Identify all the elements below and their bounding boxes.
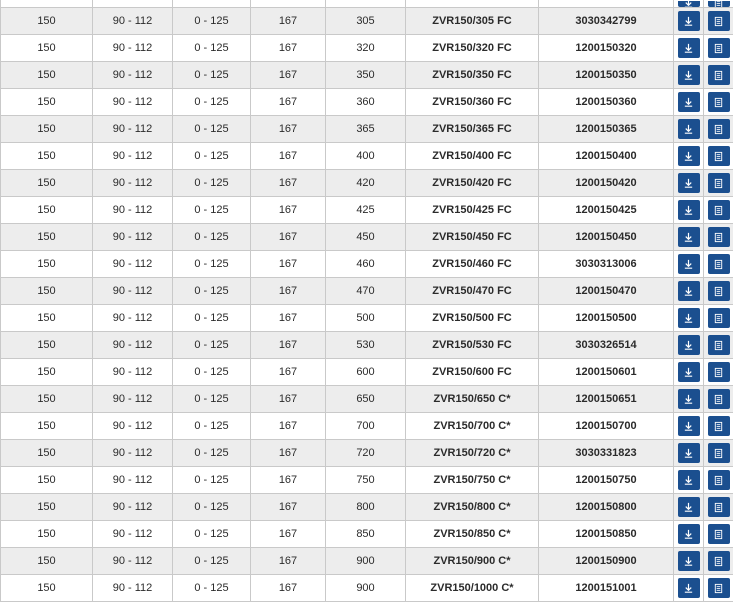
cell-range-a: 90 - 112 [93,467,173,494]
download-cell[interactable] [674,0,704,8]
table-row [1,143,733,170]
details-cell[interactable] [704,116,733,143]
cell-product-name: ZVR150/320 FC [406,35,539,62]
cell-range-a: 90 - 112 [93,35,173,62]
download-cell[interactable] [674,386,704,413]
cell-range-b: 0 - 125 [173,440,251,467]
cell-range-b: 0 - 125 [173,224,251,251]
download-cell[interactable] [674,548,704,575]
document-icon[interactable] [708,146,730,166]
cell-value-c: 167 [251,494,326,521]
cell-value-d: 350 [326,62,406,89]
table-row [1,170,733,197]
table-row [1,8,733,35]
cell-range-b: 0 - 125 [173,197,251,224]
cell-size: 150 [1,413,93,440]
cell-value-d: 750 [326,467,406,494]
cell-product-code: 1200150425 [539,197,674,224]
cell-product-name: ZVR150/460 FC [406,251,539,278]
document-icon[interactable] [708,524,730,544]
cell-value-c: 167 [251,359,326,386]
download-cell[interactable] [674,197,704,224]
cell-range-a: 90 - 112 [93,116,173,143]
download-cell[interactable] [674,413,704,440]
cell-value-d: 600 [326,359,406,386]
download-icon[interactable] [678,254,700,274]
details-cell[interactable] [704,467,733,494]
download-cell[interactable] [674,305,704,332]
cell-range-b: 0 - 125 [173,251,251,278]
details-cell[interactable] [704,170,733,197]
document-icon[interactable] [708,497,730,517]
cell-product-name: ZVR150/600 FC [406,359,539,386]
cell-value-d: 450 [326,224,406,251]
details-cell[interactable] [704,197,733,224]
cell-value-c: 167 [251,143,326,170]
download-icon[interactable] [678,146,700,166]
details-cell[interactable] [704,440,733,467]
cell-product-code: 1200150700 [539,413,674,440]
cell-value-c: 167 [251,197,326,224]
cell-size: 150 [1,116,93,143]
cell-range-a: 90 - 112 [93,494,173,521]
download-cell[interactable] [674,332,704,359]
cell-range-b: 0 - 125 [173,89,251,116]
cell-value-c: 167 [251,170,326,197]
download-icon[interactable] [678,308,700,328]
cell-range-b: 0 - 125 [173,143,251,170]
cell-value-c: 167 [251,467,326,494]
details-cell[interactable] [704,278,733,305]
download-icon[interactable] [678,470,700,490]
download-cell[interactable] [674,143,704,170]
cell-value-c: 167 [251,116,326,143]
cell-size: 150 [1,170,93,197]
cell-value-d: 305 [326,8,406,35]
download-cell[interactable] [674,278,704,305]
cell-range-a: 90 - 112 [93,8,173,35]
cell-value-c: 167 [251,224,326,251]
cell-product-name: ZVR150/420 FC [406,170,539,197]
cell-range-b: 0 - 125 [173,494,251,521]
download-icon[interactable] [678,362,700,382]
cell-product-name: ZVR150/720 C* [406,440,539,467]
cell-product-code: 1200150800 [539,494,674,521]
document-icon[interactable] [708,335,730,355]
download-cell[interactable] [674,170,704,197]
cell-size: 150 [1,62,93,89]
cell-product-code: 1200151001 [539,575,674,602]
cell-size [1,0,93,8]
cell-size: 150 [1,305,93,332]
cell-value-d: 425 [326,197,406,224]
download-cell[interactable] [674,116,704,143]
details-cell[interactable] [704,0,733,8]
cell-value-c: 167 [251,440,326,467]
cell-product-code: 1200150470 [539,278,674,305]
download-cell[interactable] [674,521,704,548]
cell-range-a: 90 - 112 [93,386,173,413]
document-icon[interactable] [708,173,730,193]
cell-size: 150 [1,224,93,251]
cell-value-d: 800 [326,494,406,521]
cell-product-code: 1200150365 [539,116,674,143]
download-cell[interactable] [674,494,704,521]
cell-range-b: 0 - 125 [173,35,251,62]
cell-range-a: 90 - 112 [93,305,173,332]
cell-product-code: 1200150500 [539,305,674,332]
cell-size: 150 [1,143,93,170]
cell-value-d: 400 [326,143,406,170]
document-icon[interactable] [708,92,730,112]
download-icon[interactable] [678,416,700,436]
table-row [1,251,733,278]
table-row [1,332,733,359]
cell-size: 150 [1,440,93,467]
download-cell[interactable] [674,35,704,62]
document-icon[interactable] [708,65,730,85]
table-row [1,116,733,143]
cell-range-a [93,0,173,8]
cell-value-c: 167 [251,386,326,413]
cell-value-c: 167 [251,89,326,116]
cell-product-name: ZVR150/450 FC [406,224,539,251]
cell-value-d: 530 [326,332,406,359]
download-icon[interactable] [678,524,700,544]
document-icon[interactable] [708,443,730,463]
cell-value-d: 850 [326,521,406,548]
download-icon[interactable] [678,65,700,85]
cell-product-code: 1200150850 [539,521,674,548]
cell-range-b: 0 - 125 [173,170,251,197]
table-row [1,467,733,494]
cell-range-b: 0 - 125 [173,116,251,143]
cell-range-b: 0 - 125 [173,521,251,548]
details-cell[interactable] [704,62,733,89]
cell-size: 150 [1,359,93,386]
cell-range-a: 90 - 112 [93,440,173,467]
details-cell[interactable] [704,89,733,116]
details-cell[interactable] [704,548,733,575]
cell-product-name: ZVR150/800 C* [406,494,539,521]
download-icon[interactable] [678,11,700,31]
cell-value-d: 500 [326,305,406,332]
cell-value-c: 167 [251,8,326,35]
cell-value-c [251,0,326,8]
cell-range-a: 90 - 112 [93,62,173,89]
table-row [1,35,733,62]
cell-size: 150 [1,197,93,224]
details-cell[interactable] [704,224,733,251]
cell-range-b: 0 - 125 [173,305,251,332]
cell-value-d: 720 [326,440,406,467]
cell-size: 150 [1,8,93,35]
cell-size: 150 [1,35,93,62]
cell-value-c: 167 [251,35,326,62]
cell-value-d: 320 [326,35,406,62]
cell-range-a: 90 - 112 [93,413,173,440]
details-cell[interactable] [704,413,733,440]
table-row [1,494,733,521]
document-icon[interactable] [708,119,730,139]
download-cell[interactable] [674,224,704,251]
cell-product-name: ZVR150/350 FC [406,62,539,89]
document-icon[interactable] [708,1,730,7]
details-cell[interactable] [704,251,733,278]
cell-value-d: 360 [326,89,406,116]
details-cell[interactable] [704,143,733,170]
cell-value-d [326,0,406,8]
document-icon[interactable] [708,11,730,31]
download-icon[interactable] [678,92,700,112]
download-cell[interactable] [674,359,704,386]
table-row [1,0,733,8]
document-icon[interactable] [708,578,730,598]
document-icon[interactable] [708,227,730,247]
details-cell[interactable] [704,35,733,62]
cell-range-a: 90 - 112 [93,575,173,602]
table-row [1,386,733,413]
cell-value-c: 167 [251,521,326,548]
cell-product-code: 3030326514 [539,332,674,359]
document-icon[interactable] [708,362,730,382]
download-icon[interactable] [678,551,700,571]
cell-product-name: ZVR150/700 C* [406,413,539,440]
details-cell[interactable] [704,521,733,548]
cell-product-code: 1200150750 [539,467,674,494]
cell-size: 150 [1,89,93,116]
cell-range-a: 90 - 112 [93,89,173,116]
cell-size: 150 [1,251,93,278]
cell-range-b: 0 - 125 [173,548,251,575]
cell-value-d: 470 [326,278,406,305]
download-icon[interactable] [678,38,700,58]
cell-product-code: 1200150320 [539,35,674,62]
download-icon[interactable] [678,281,700,301]
cell-value-d: 650 [326,386,406,413]
download-cell[interactable] [674,8,704,35]
document-icon[interactable] [708,389,730,409]
table-row [1,89,733,116]
cell-range-b: 0 - 125 [173,332,251,359]
cell-size: 150 [1,575,93,602]
download-icon[interactable] [678,389,700,409]
cell-size: 150 [1,467,93,494]
cell-product-name: ZVR150/530 FC [406,332,539,359]
cell-product-code: 3030313006 [539,251,674,278]
cell-product-name: ZVR150/650 C* [406,386,539,413]
cell-value-d: 700 [326,413,406,440]
cell-product-name: ZVR150/750 C* [406,467,539,494]
download-cell[interactable] [674,467,704,494]
table-row [1,305,733,332]
download-icon[interactable] [678,1,700,7]
cell-value-d: 365 [326,116,406,143]
cell-range-a: 90 - 112 [93,548,173,575]
document-icon[interactable] [708,308,730,328]
cell-size: 150 [1,332,93,359]
cell-range-a: 90 - 112 [93,251,173,278]
download-cell[interactable] [674,440,704,467]
cell-value-d: 420 [326,170,406,197]
cell-range-a: 90 - 112 [93,224,173,251]
cell-product-name: ZVR150/400 FC [406,143,539,170]
cell-range-b: 0 - 125 [173,278,251,305]
cell-range-a: 90 - 112 [93,278,173,305]
cell-product-name: ZVR150/500 FC [406,305,539,332]
cell-range-b: 0 - 125 [173,467,251,494]
details-cell[interactable] [704,494,733,521]
document-icon[interactable] [708,281,730,301]
download-cell[interactable] [674,575,704,602]
cell-range-b: 0 - 125 [173,575,251,602]
download-icon[interactable] [678,335,700,355]
product-table-body [1,0,733,602]
cell-product-name: ZVR150/470 FC [406,278,539,305]
cell-product-name: ZVR150/360 FC [406,89,539,116]
cell-product-code [539,0,674,8]
cell-product-name: ZVR150/900 C* [406,548,539,575]
cell-product-code: 1200150350 [539,62,674,89]
cell-size: 150 [1,278,93,305]
cell-product-code: 1200150450 [539,224,674,251]
document-icon[interactable] [708,470,730,490]
cell-size: 150 [1,521,93,548]
cell-range-a: 90 - 112 [93,359,173,386]
cell-product-code: 1200150360 [539,89,674,116]
cell-size: 150 [1,548,93,575]
table-row [1,197,733,224]
cell-product-name: ZVR150/1000 C* [406,575,539,602]
details-cell[interactable] [704,8,733,35]
table-row [1,575,733,602]
cell-value-d: 900 [326,548,406,575]
cell-product-name: ZVR150/425 FC [406,197,539,224]
table-row [1,278,733,305]
cell-value-c: 167 [251,332,326,359]
cell-product-name [406,0,539,8]
download-icon[interactable] [678,173,700,193]
cell-value-c: 167 [251,305,326,332]
document-icon[interactable] [708,38,730,58]
cell-product-code: 1200150400 [539,143,674,170]
download-cell[interactable] [674,251,704,278]
cell-value-d: 460 [326,251,406,278]
cell-value-c: 167 [251,251,326,278]
cell-value-c: 167 [251,62,326,89]
download-cell[interactable] [674,62,704,89]
cell-range-a: 90 - 112 [93,170,173,197]
document-icon[interactable] [708,254,730,274]
table-row [1,413,733,440]
cell-product-name: ZVR150/850 C* [406,521,539,548]
details-cell[interactable] [704,332,733,359]
table-row [1,548,733,575]
cell-range-a: 90 - 112 [93,143,173,170]
cell-product-code: 1200150420 [539,170,674,197]
cell-value-c: 167 [251,413,326,440]
cell-range-a: 90 - 112 [93,521,173,548]
cell-range-b: 0 - 125 [173,413,251,440]
cell-product-code: 1200150900 [539,548,674,575]
download-icon[interactable] [678,497,700,517]
table-row [1,62,733,89]
cell-range-b [173,0,251,8]
details-cell[interactable] [704,359,733,386]
cell-product-code: 1200150651 [539,386,674,413]
download-icon[interactable] [678,443,700,463]
cell-range-a: 90 - 112 [93,197,173,224]
table-row [1,440,733,467]
cell-value-d: 900 [326,575,406,602]
cell-product-code: 1200150601 [539,359,674,386]
details-cell[interactable] [704,575,733,602]
cell-range-b: 0 - 125 [173,8,251,35]
cell-range-b: 0 - 125 [173,62,251,89]
cell-value-c: 167 [251,575,326,602]
document-icon[interactable] [708,416,730,436]
cell-range-b: 0 - 125 [173,359,251,386]
cell-size: 150 [1,494,93,521]
download-icon[interactable] [678,578,700,598]
cell-range-b: 0 - 125 [173,386,251,413]
cell-value-c: 167 [251,548,326,575]
document-icon[interactable] [708,200,730,220]
download-icon[interactable] [678,119,700,139]
cell-product-code: 3030342799 [539,8,674,35]
cell-product-name: ZVR150/365 FC [406,116,539,143]
details-cell[interactable] [704,386,733,413]
table-row [1,521,733,548]
cell-range-a: 90 - 112 [93,332,173,359]
document-icon[interactable] [708,551,730,571]
details-cell[interactable] [704,305,733,332]
table-row [1,359,733,386]
table-row [1,224,733,251]
cell-product-name: ZVR150/305 FC [406,8,539,35]
download-cell[interactable] [674,89,704,116]
download-icon[interactable] [678,200,700,220]
cell-size: 150 [1,386,93,413]
download-icon[interactable] [678,227,700,247]
cell-value-c: 167 [251,278,326,305]
cell-product-code: 3030331823 [539,440,674,467]
